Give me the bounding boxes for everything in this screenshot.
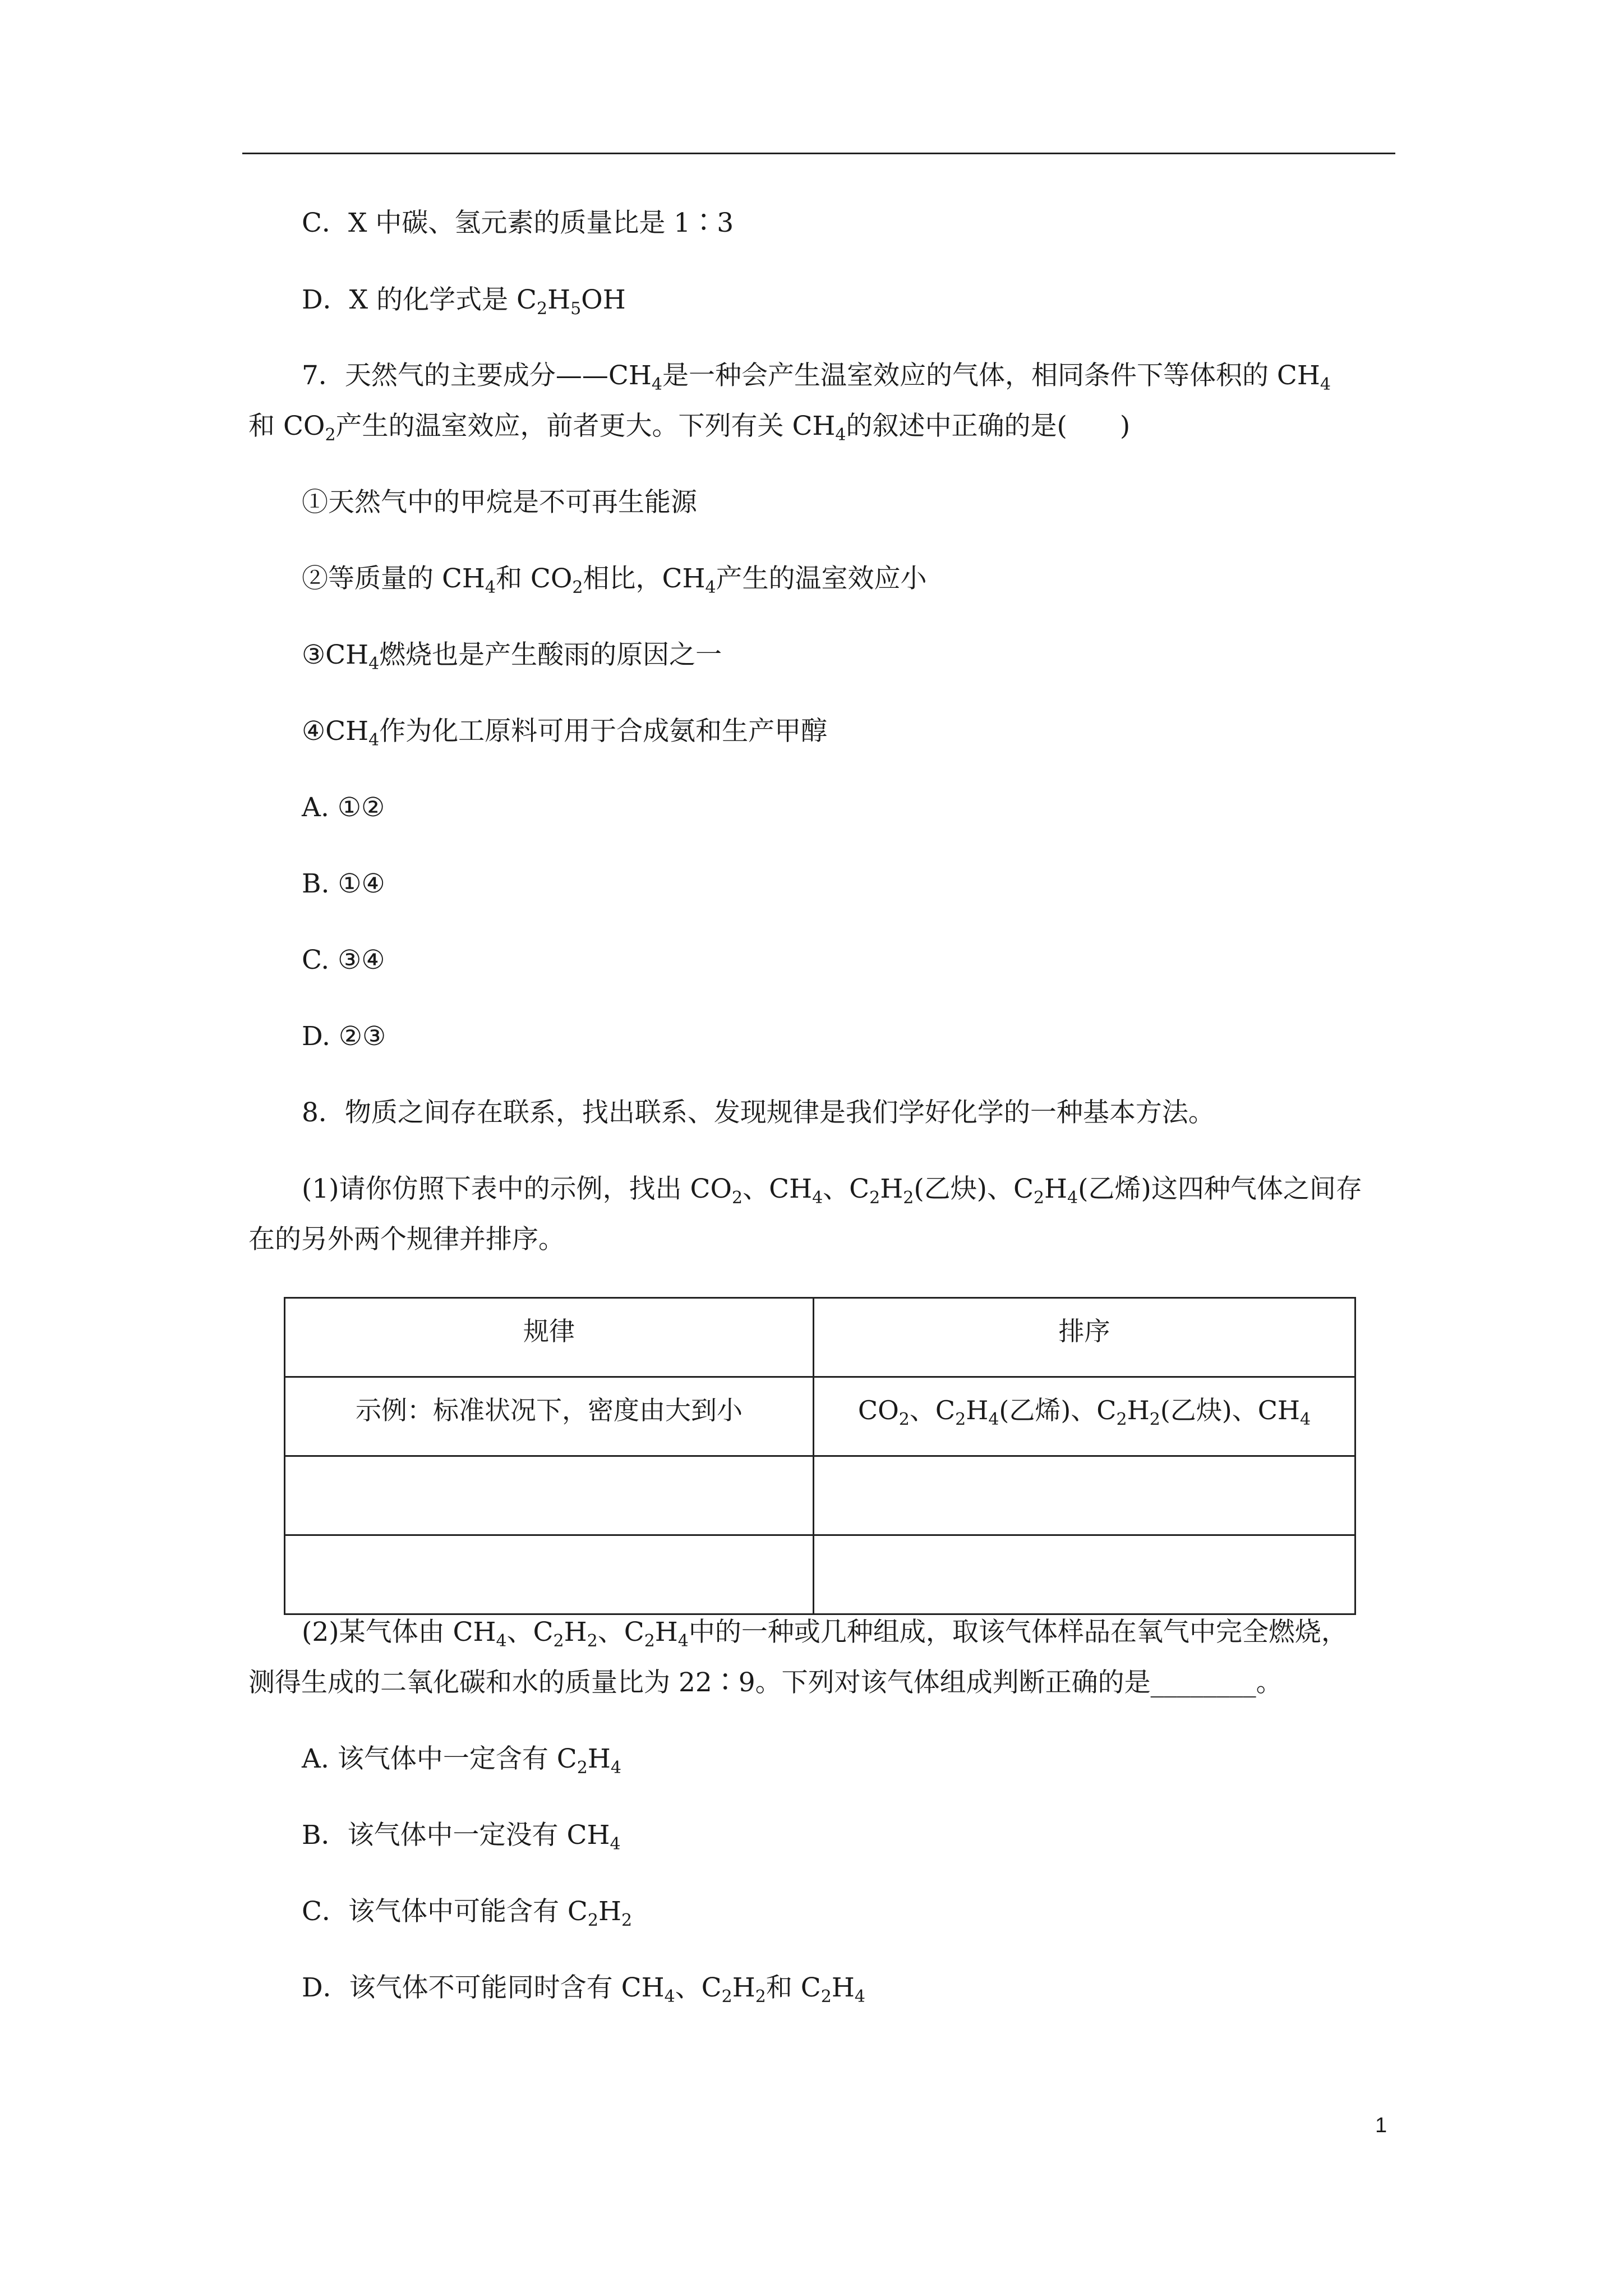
- q7-option-d: D. ②③: [302, 1021, 386, 1052]
- q7-statement-1: ①天然气中的甲烷是不可再生能源: [302, 487, 697, 518]
- blank-rule-cell[interactable]: [285, 1535, 814, 1614]
- q8-part1-line1: (1)请你仿照下表中的示例，找出 $CO_2$、$CH_4$、$C_2H_2$(乙炔)、$C_2H_4$(乙烯)这四种气体之间存: [302, 1174, 1362, 1208]
- q7-option-c: C. ③④: [302, 945, 385, 976]
- q8-part2-line1: (2)某气体由 $CH_4$、$C_2H_2$、$C_2H_4$中的一种或几种组成，取该气体样品在氧气中完全燃烧，: [302, 1617, 1348, 1651]
- q8-option-a: A. 该气体中一定含有 $C_2H_4$: [302, 1743, 621, 1778]
- rules-table: [284, 1297, 1356, 1615]
- table-header-row: [285, 1298, 1355, 1377]
- q8-stem: 8．物质之间存在联系，找出联系、发现规律是我们学好化学的一种基本方法。: [302, 1097, 1215, 1128]
- q8-part2-line2: 测得生成的二氧化碳和水的质量比为 22∶9。下列对该气体组成判断正确的是________。: [248, 1667, 1283, 1698]
- example-order-cell: $CO_2$、$C_2H_4$(乙烯)、$C_2H_2$(乙炔)、$CH_4$: [814, 1377, 1355, 1456]
- q8-option-d: D．该气体不可能同时含有 $CH_4$、$C_2H_2$和 $C_2H_4$: [302, 1972, 865, 2007]
- q7-statement-3: $③CH_4$燃烧也是产生酸雨的原因之一: [302, 639, 722, 674]
- q8-option-c: C．该气体中可能含有 $C_2H_2$: [302, 1896, 633, 1930]
- q7-stem-line1: 7．天然气的主要成分$——CH_4$是一种会产生温室效应的气体，相同条件下等体积的 $CH_4$: [302, 360, 1331, 394]
- q7-option-b: B. ①④: [302, 868, 385, 899]
- header-rule: [242, 153, 1395, 154]
- table-row-example: [285, 1377, 1355, 1456]
- blank-order-cell[interactable]: [814, 1456, 1355, 1535]
- q6-option-d: D．X 的化学式是 $C_2H_5OH$: [302, 284, 626, 319]
- table-row-blank: [285, 1456, 1355, 1535]
- table-row-blank: [285, 1535, 1355, 1614]
- q8-option-b: B．该气体中一定没有 $CH_4$: [302, 1820, 621, 1854]
- q7-stem-line2: 和 $CO_2$产生的温室效应，前者更大。下列有关 $CH_4$的叙述中正确的是( ): [248, 411, 1131, 445]
- example-rule-cell: 示例：标准状况下，密度由大到小: [285, 1377, 814, 1456]
- header-order-column: 排序: [814, 1298, 1355, 1377]
- q7-statement-4: $④CH_4$作为化工原料可用于合成氨和生产甲醇: [302, 716, 828, 750]
- blank-rule-cell[interactable]: [285, 1456, 814, 1535]
- q7-option-a: A. ①②: [302, 792, 385, 823]
- page-number: 1: [1375, 2114, 1387, 2137]
- header-rule-column: 规律: [285, 1298, 814, 1377]
- blank-order-cell[interactable]: [814, 1535, 1355, 1614]
- q7-statement-2: ②等质量的 $CH_4$和 $CO_2$相比，$CH_4$产生的温室效应小: [302, 563, 927, 597]
- q6-option-c: C．X 中碳、氢元素的质量比是 1∶3: [302, 208, 734, 238]
- q8-part1-line2: 在的另外两个规律并排序。: [248, 1224, 565, 1255]
